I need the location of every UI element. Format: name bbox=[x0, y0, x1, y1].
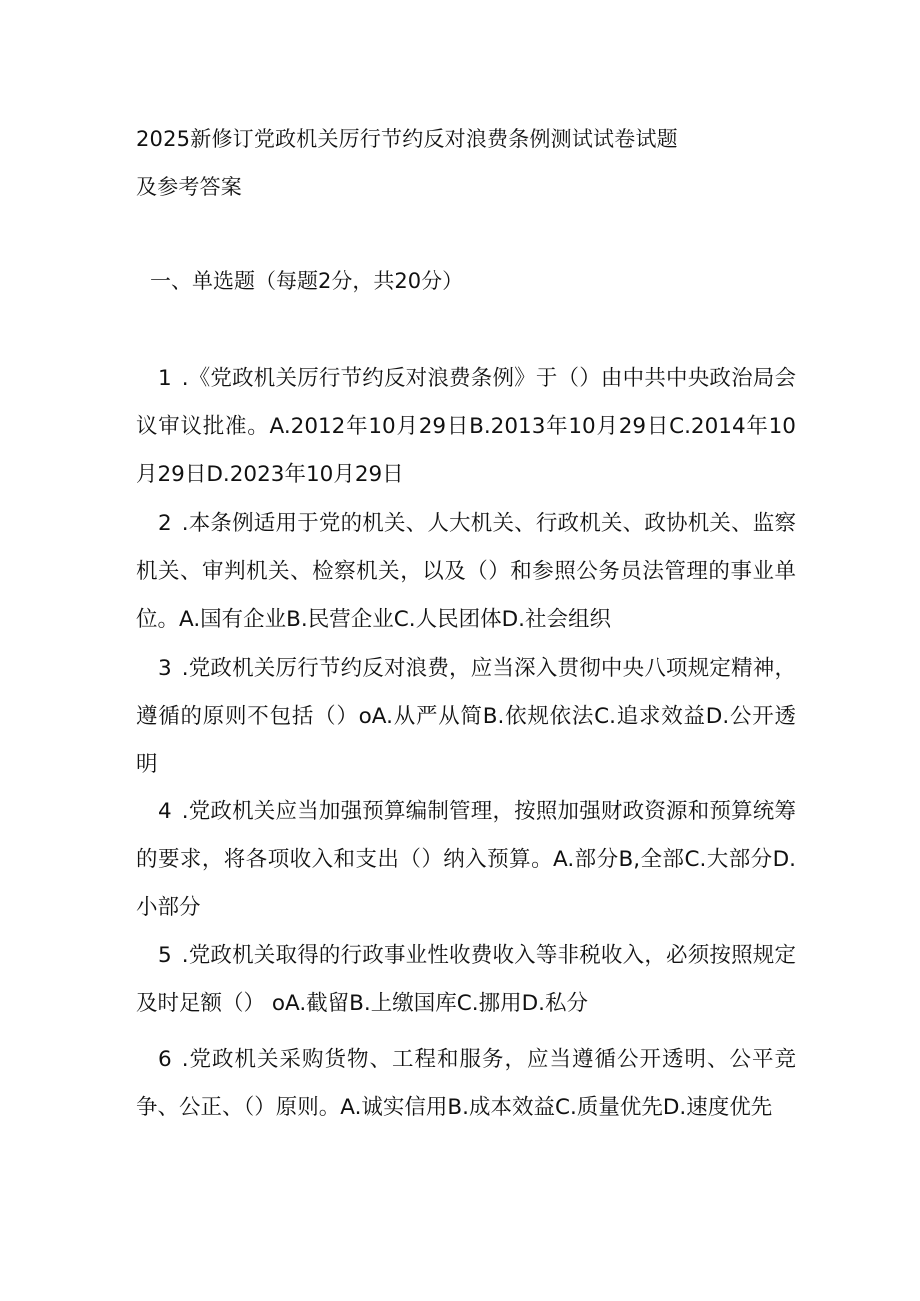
question-4 bbox=[136, 788, 796, 932]
question-text: .党政机关应当加强预算编制管理，按照加强财政资源和预算统筹的要求，将各项收入和支出（）纳入预算。A.部分B,全部C.大部分D.小部分 bbox=[136, 799, 796, 920]
question-text: .党政机关厉行节约反对浪费，应当深入贯彻中央八项规定精神，遵循的原则不包括（）oA.从严从简B.依规依法C.追求效益D.公开透明 bbox=[136, 656, 796, 777]
question-6 bbox=[136, 1036, 796, 1132]
section-heading: 一、单选题（每题2分，共20分） bbox=[150, 269, 464, 293]
question-2 bbox=[136, 500, 796, 644]
question-number: 4 bbox=[158, 799, 172, 824]
question-1 bbox=[136, 355, 796, 499]
question-text: .《党政机关厉行节约反对浪费条例》于（）由中共中央政治局会议审议批准。A.2012年10月29日B.2013年10月29日C.2014年10月29日D.2023年10月29日 bbox=[136, 366, 796, 487]
question-text: .本条例适用于党的机关、人大机关、行政机关、政协机关、监察机关、审判机关、检察机关，以及（）和参照公务员法管理的事业单位。A.国有企业B.民营企业C.人民团体D.社会组织 bbox=[136, 511, 796, 632]
question-number: 2 bbox=[158, 511, 172, 536]
question-number: 3 bbox=[158, 656, 172, 681]
question-text: .党政机关取得的行政事业性收费收入等非税收入，必须按照规定及时足额（） oA.截留B.上缴国库C.挪用D.私分 bbox=[136, 943, 796, 1016]
question-number: 5 bbox=[158, 943, 172, 968]
question-3 bbox=[136, 645, 796, 789]
question-number: 1 bbox=[158, 366, 172, 391]
question-text: .党政机关采购货物、工程和服务，应当遵循公开透明、公平竞争、公正、（）原则。A.诚实信用B.成本效益C.质量优先D.速度优先 bbox=[136, 1047, 796, 1120]
question-5 bbox=[136, 932, 796, 1028]
document-title-line-1: 2025新修订党政机关厉行节约反对浪费条例测试试卷试题 bbox=[136, 127, 678, 151]
document-title-line-2: 及参考答案 bbox=[136, 175, 242, 199]
question-number: 6 bbox=[158, 1047, 172, 1072]
